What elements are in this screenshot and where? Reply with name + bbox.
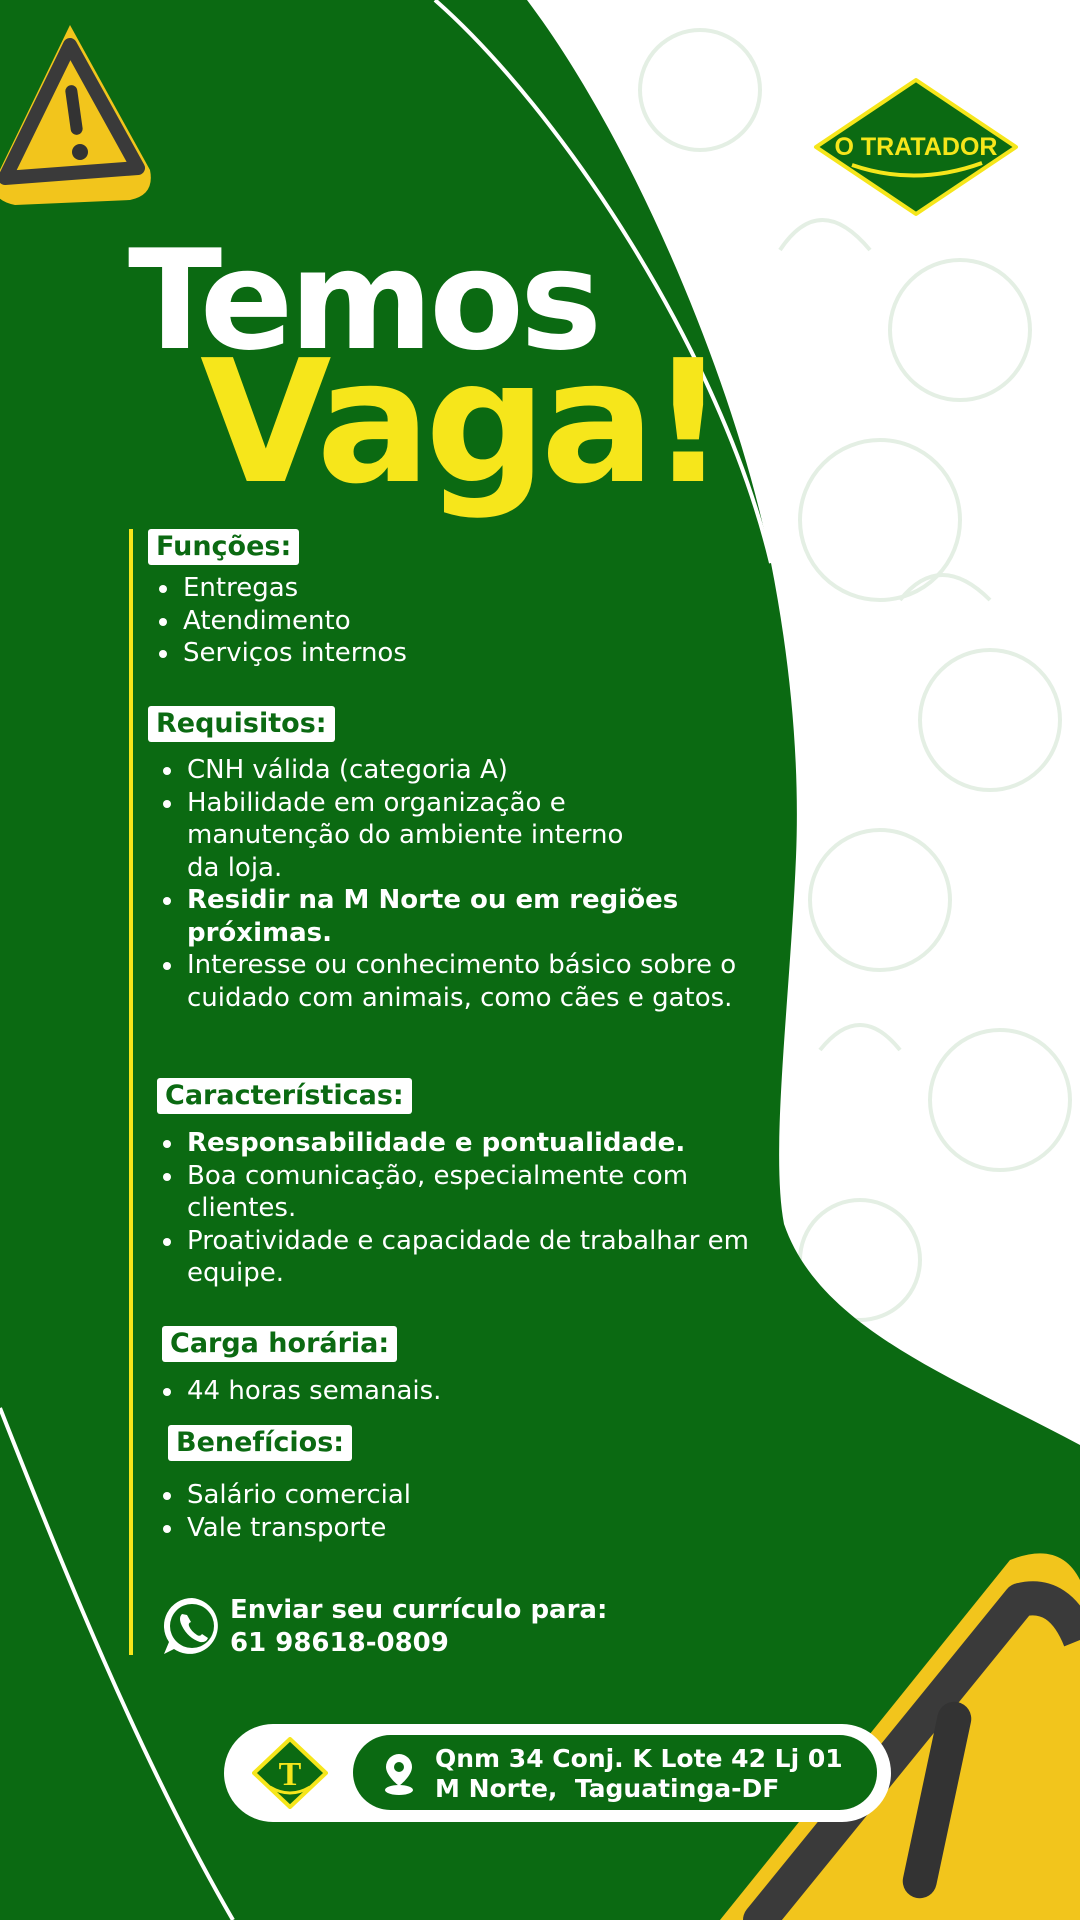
requisitos-list [157, 754, 777, 1014]
section-title-beneficios: Benefícios: [168, 1425, 352, 1461]
section-title-requisitos: Requisitos: [148, 706, 335, 742]
list-item: Salário comercial [157, 1479, 411, 1512]
contact-label: Enviar seu currículo para: [230, 1595, 608, 1625]
list-item: Habilidade em organização e manutenção do ambiente interno da loja. [157, 787, 627, 885]
list-item: CNH válida (categoria A) [157, 754, 777, 787]
list-item: Serviços internos [153, 637, 407, 670]
headline-temos: Temos [128, 220, 599, 381]
whatsapp-icon[interactable] [160, 1594, 224, 1658]
caracteristicas-list [157, 1127, 797, 1290]
svg-text:T: T [278, 1756, 302, 1793]
address-line2: M Norte, Taguatinga-DF [435, 1774, 780, 1803]
yellow-divider [129, 529, 133, 1655]
section-title-funcoes: Funções: [148, 529, 299, 565]
o-tratador-logo [812, 77, 1020, 217]
list-item: Entregas [153, 572, 407, 605]
location-pin-icon [382, 1752, 416, 1796]
list-item: Proatividade e capacidade de trabalhar em equipe. [157, 1225, 797, 1290]
beneficios-list [157, 1479, 411, 1544]
contact-block [230, 1594, 607, 1660]
contact-phone[interactable]: 61 98618-0809 [230, 1628, 449, 1658]
list-item: Interesse ou conhecimento básico sobre o cuidado com animais, como cães e gatos. [157, 949, 757, 1014]
funcoes-list [153, 572, 407, 670]
list-item: 44 horas semanais. [157, 1375, 441, 1408]
carga-list [157, 1375, 441, 1408]
tratador-mini-logo [252, 1737, 328, 1809]
address-line1: Qnm 34 Conj. K Lote 42 Lj 01 [435, 1744, 843, 1773]
list-item: Responsabilidade e pontualidade. [157, 1127, 797, 1160]
list-item: Boa comunicação, especialmente com clientes. [157, 1160, 737, 1225]
list-item: Atendimento [153, 605, 407, 638]
headline-vaga: Vaga! [200, 324, 721, 522]
section-title-caracteristicas: Características: [157, 1078, 412, 1114]
section-title-carga: Carga horária: [162, 1326, 397, 1362]
list-item: Vale transporte [157, 1512, 411, 1545]
svg-text:O TRATADOR: O TRATADOR [834, 133, 998, 161]
address-text [435, 1744, 843, 1804]
list-item: Residir na M Norte ou em regiões próximas. [157, 884, 717, 949]
